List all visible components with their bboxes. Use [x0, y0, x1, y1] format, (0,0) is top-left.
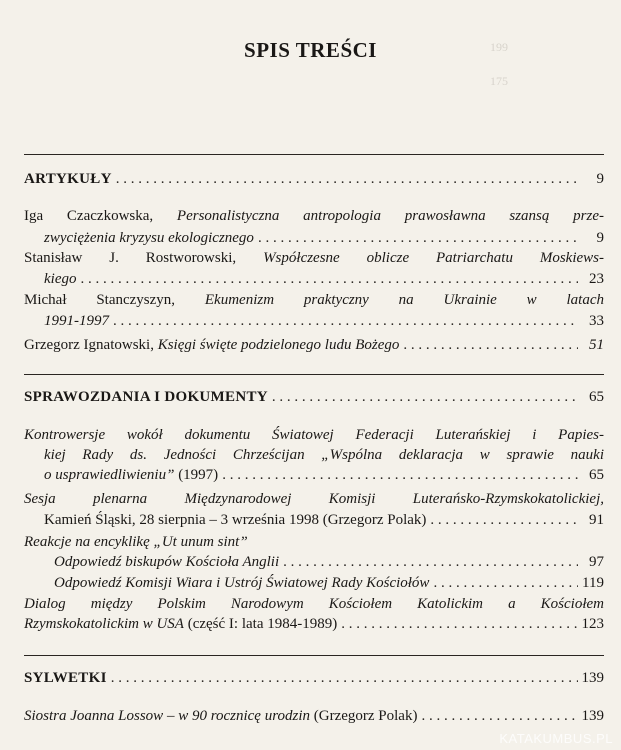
- section-heading-reports: SPRAWOZDANIA I DOKUMENTY . . . 65: [24, 386, 604, 408]
- entry-line: Dialog między Polskim Narodowym Kościołem Katolickim a Kościołem: [24, 596, 604, 612]
- watermark: KATAKUMBUS.PL: [499, 731, 613, 746]
- entry-line: kiej Rady ds. Jedności Chrześcijan „Wspólna deklaracja w sprawie nauki: [44, 447, 604, 463]
- leader-dots: [258, 227, 578, 249]
- leader-dots: [116, 168, 578, 190]
- entry-line: o usprawiedliwieniu” (1997) . . . 65: [44, 464, 604, 486]
- leader-dots: [421, 705, 577, 727]
- top-rule: [24, 154, 604, 155]
- section-heading-articles: ARTYKUŁY . . . 9: [24, 168, 604, 190]
- section-rule: [24, 655, 604, 656]
- leader-dots: [430, 509, 578, 531]
- entry-line: zwyciężenia kryzysu ekologicznego . . . 9: [44, 227, 604, 249]
- entry-line: Kamień Śląski, 28 sierpnia – 3 września 1998 (Grzegorz Polak) . . . 91: [44, 509, 604, 531]
- entry-line: Grzegorz Ignatowski, Księgi święte podzielonego ludu Bożego . . . 51: [24, 334, 604, 356]
- entry-line: Reakcje na encyklikę „Ut unum sint”: [24, 534, 248, 550]
- entry-line: Michał Stanczyszyn, Ekumenizm praktyczny na Ukrainie w latach: [24, 292, 604, 308]
- entry-line: Siostra Joanna Lossow – w 90 rocznicę urodzin (Grzegorz Polak) . . . 139: [24, 705, 604, 727]
- entry-line: Iga Czaczkowska, Personalistyczna antropologia prawosławna szansą prze-: [24, 208, 604, 224]
- bleed-through-text: 199: [490, 40, 508, 54]
- entry-line: Odpowiedź biskupów Kościoła Anglii . . . 97: [54, 551, 604, 573]
- leader-dots: [113, 310, 578, 332]
- entry-line: Stanisław J. Rostworowski, Współczesne oblicze Patriarchatu Moskiews-: [24, 250, 605, 266]
- entry-line: Sesja plenarna Międzynarodowej Komisji Luterańsko-Rzymskokatolickiej,: [24, 491, 604, 507]
- leader-dots: [341, 613, 577, 635]
- section-rule: [24, 374, 604, 375]
- leader-dots: [111, 667, 578, 689]
- entry-line: Kontrowersje wokół dokumentu Światowej Federacji Luterańskiej i Papies-: [24, 427, 604, 443]
- entry-line: Rzymskokatolickim w USA (część I: lata 1984-1989) . . . 123: [24, 613, 604, 635]
- bleed-through-text: 175: [490, 74, 508, 88]
- leader-dots: [272, 386, 578, 408]
- section-heading-profiles: SYLWETKI . . . 139: [24, 667, 604, 689]
- leader-dots: [80, 268, 578, 290]
- entry-line: kiego . . . 23: [44, 268, 604, 290]
- leader-dots: [433, 572, 578, 594]
- leader-dots: [283, 551, 578, 573]
- entry-line: 1991-1997 . . . 33: [44, 310, 604, 332]
- entry-line: Odpowiedź Komisji Wiara i Ustrój Światowej Rady Kościołów . . . 119: [54, 572, 604, 594]
- leader-dots: [222, 464, 578, 486]
- page-title: SPIS TREŚCI: [244, 38, 377, 62]
- leader-dots: [403, 334, 578, 356]
